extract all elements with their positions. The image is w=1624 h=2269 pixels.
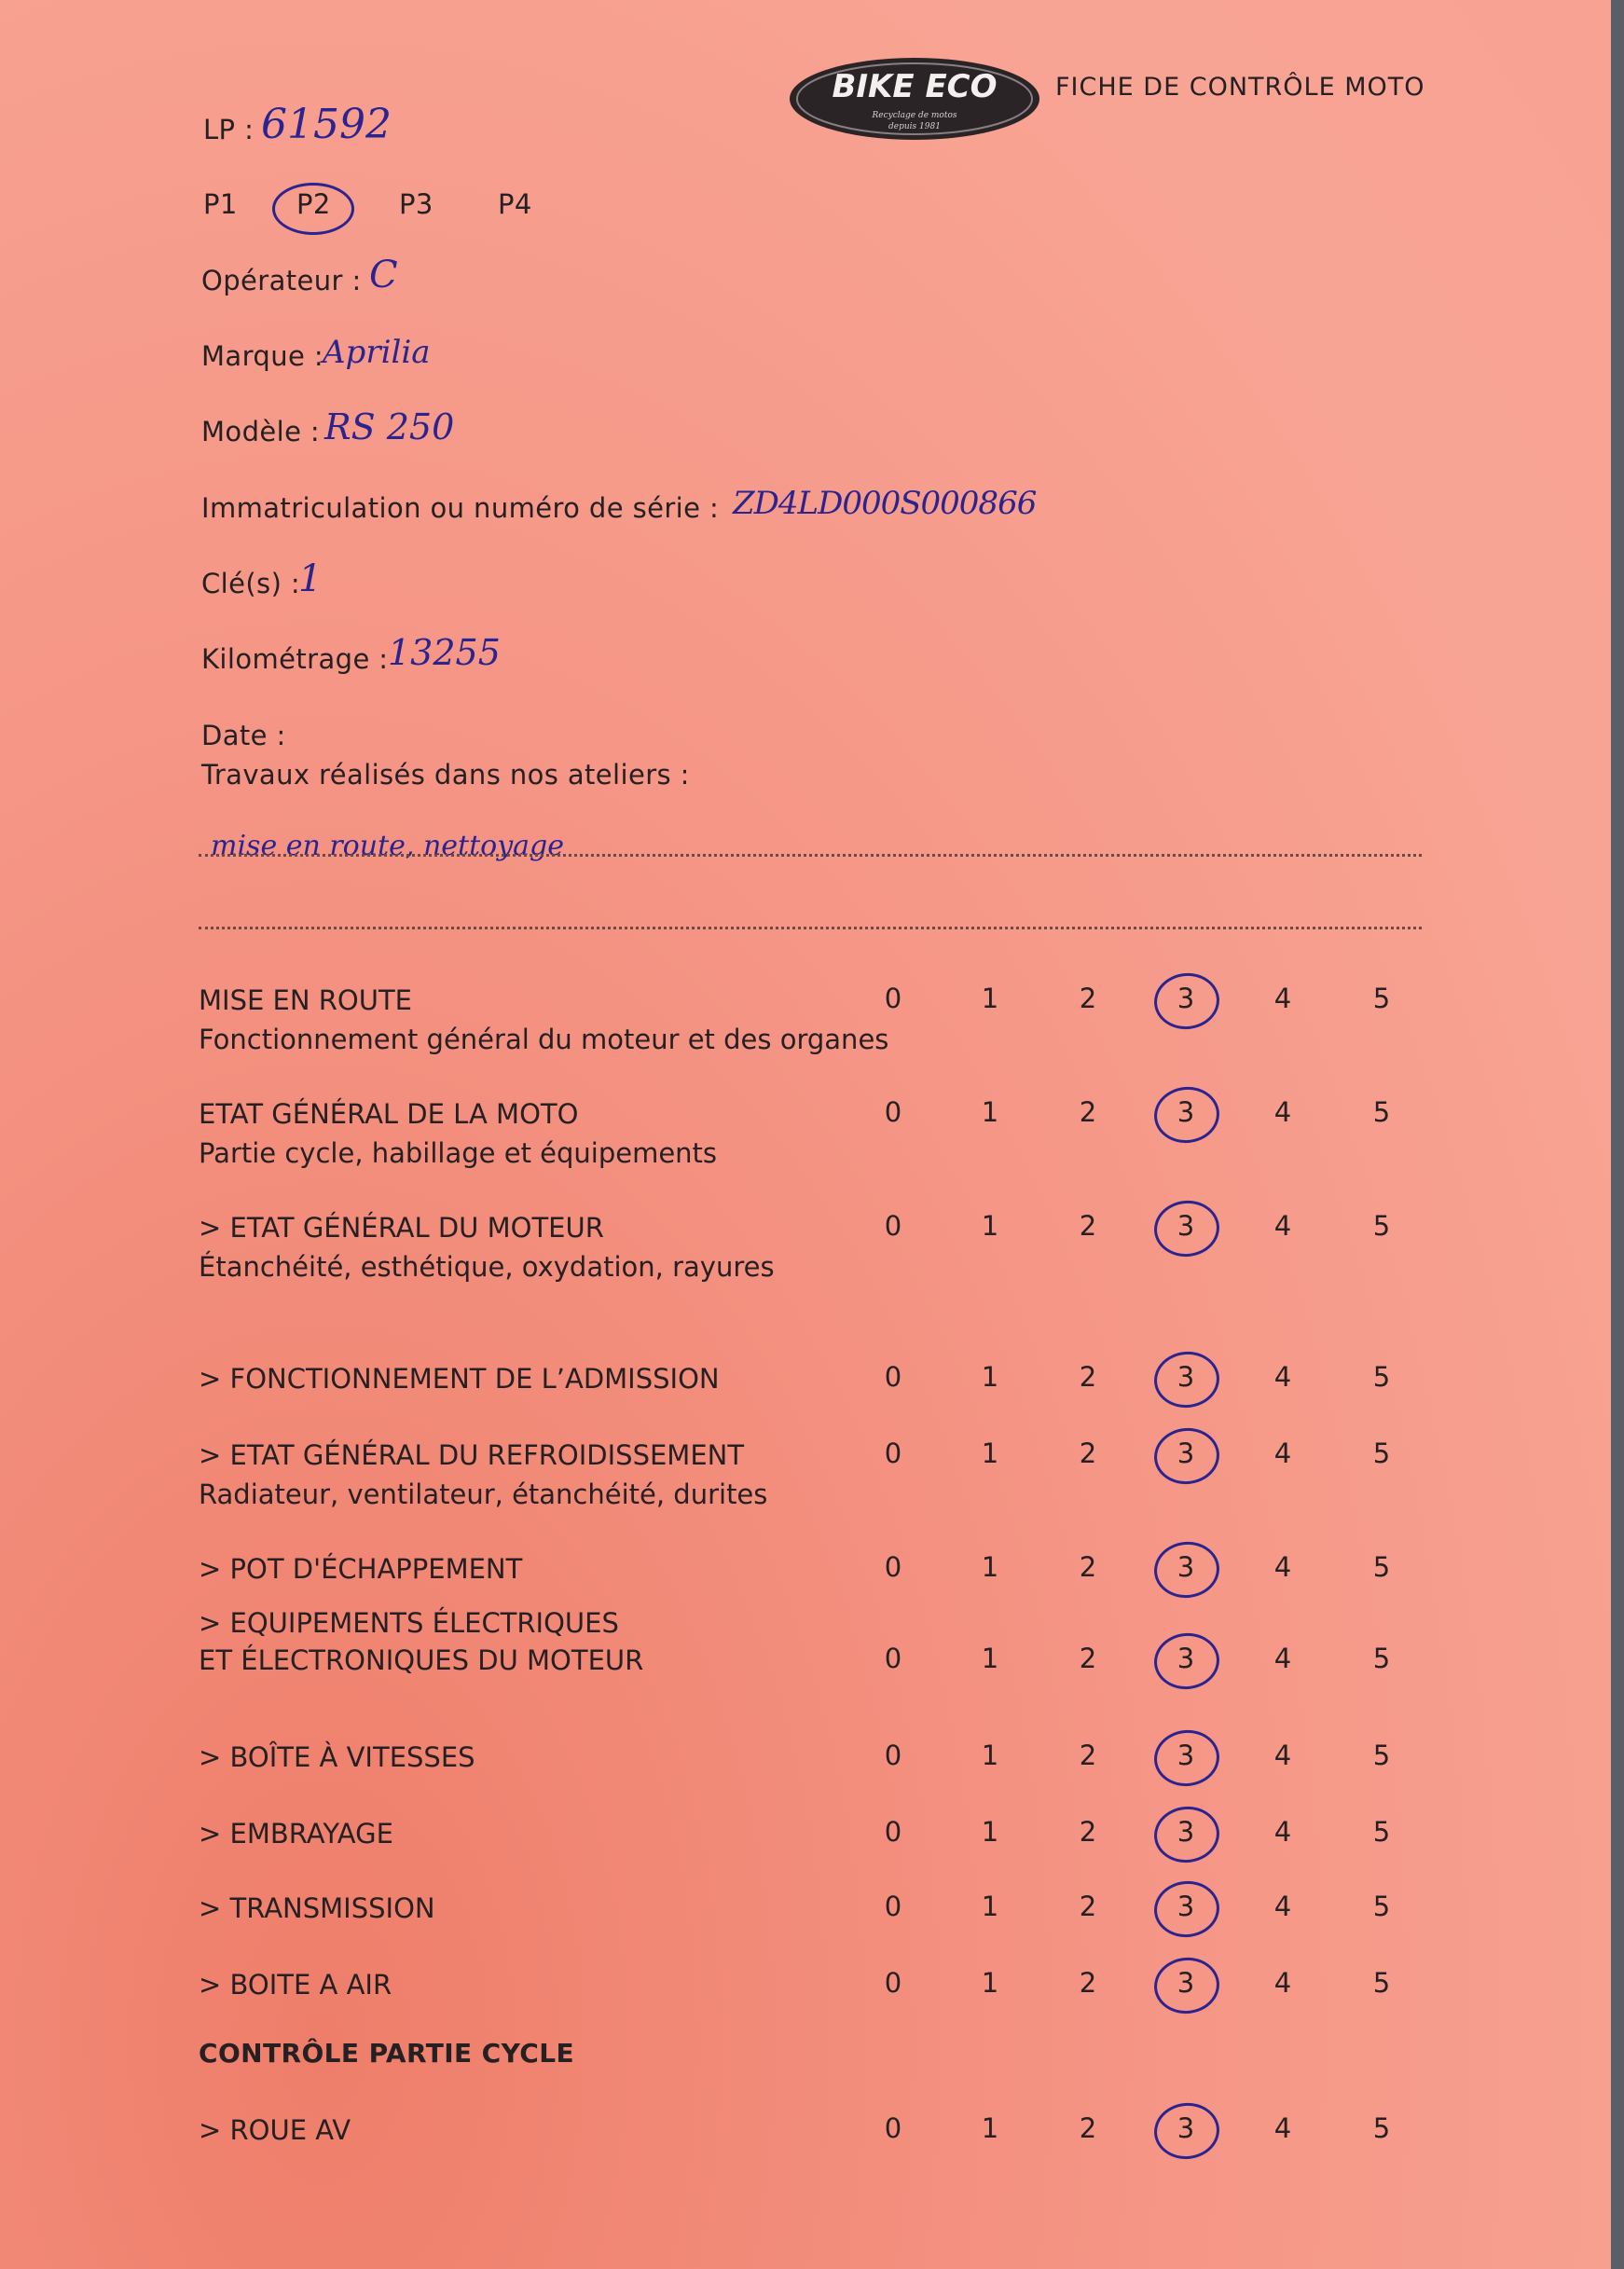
- check-score-0[interactable]: 0: [884, 1437, 902, 1469]
- check-score-4[interactable]: 4: [1273, 1437, 1292, 1469]
- check-score-4[interactable]: 4: [1273, 1740, 1292, 1771]
- check-score-3[interactable]: 3: [1167, 983, 1204, 1014]
- date-label: Date :: [201, 720, 286, 751]
- check-score-0[interactable]: 0: [884, 1210, 902, 1242]
- check-score-2[interactable]: 2: [1079, 1967, 1097, 1999]
- check-title: > BOITE A AIR: [199, 1969, 392, 2001]
- check-score-1[interactable]: 1: [981, 1643, 999, 1674]
- check-score-0[interactable]: 0: [884, 1096, 902, 1128]
- check-score-1[interactable]: 1: [981, 983, 999, 1014]
- operateur-label: Opérateur :: [201, 265, 362, 296]
- check-score-2[interactable]: 2: [1079, 1096, 1097, 1128]
- check-score-5[interactable]: 5: [1372, 1361, 1391, 1393]
- check-title: > BOÎTE À VITESSES: [199, 1741, 475, 1773]
- check-score-2[interactable]: 2: [1079, 1437, 1097, 1469]
- check-score-5[interactable]: 5: [1372, 983, 1391, 1014]
- check-score-4[interactable]: 4: [1273, 983, 1292, 1014]
- check-score-1[interactable]: 1: [981, 1096, 999, 1128]
- travaux-line-2: [199, 927, 1422, 929]
- check-score-4[interactable]: 4: [1273, 1210, 1292, 1242]
- cycle-check-title: > ROUE AV: [199, 2114, 351, 2146]
- position-option-p3[interactable]: P3: [399, 188, 434, 220]
- check-score-2[interactable]: 2: [1079, 1551, 1097, 1583]
- check-score-4[interactable]: 4: [1273, 1891, 1292, 1922]
- check-title: ETAT GÉNÉRAL DE LA MOTO: [199, 1098, 579, 1130]
- check-score-4[interactable]: 4: [1273, 1643, 1292, 1674]
- check-score-3[interactable]: 3: [1167, 1361, 1204, 1393]
- svg-text:depuis 1981: depuis 1981: [888, 122, 941, 131]
- operateur-value[interactable]: C: [369, 254, 398, 296]
- check-score-5[interactable]: 5: [1372, 1210, 1391, 1242]
- marque-label: Marque :: [201, 340, 324, 372]
- check-score-5[interactable]: 5: [1372, 1437, 1391, 1469]
- check-score-4[interactable]: 4: [1273, 1551, 1292, 1583]
- check-score-4[interactable]: 4: [1273, 1816, 1292, 1848]
- check-score-1[interactable]: 1: [981, 1816, 999, 1848]
- svg-text:Recyclage de motos: Recyclage de motos: [872, 111, 957, 120]
- check-score-3[interactable]: 3: [1167, 1891, 1204, 1922]
- check-score-2[interactable]: 2: [1079, 1891, 1097, 1922]
- check-score-3[interactable]: 3: [1167, 1740, 1204, 1771]
- check-title: > EQUIPEMENTS ÉLECTRIQUES: [199, 1607, 619, 1639]
- travaux-line-1: [199, 854, 1422, 857]
- lp-value[interactable]: 61592: [261, 101, 392, 148]
- position-option-p4[interactable]: P4: [498, 188, 532, 220]
- position-option-p2[interactable]: P2: [296, 188, 331, 220]
- selected-position-circle: [272, 183, 354, 235]
- check-score-5[interactable]: 5: [1372, 1816, 1391, 1848]
- check-score-3[interactable]: 3: [1167, 1210, 1204, 1242]
- check-score-3[interactable]: 3: [1167, 1096, 1204, 1128]
- position-option-p1[interactable]: P1: [203, 188, 238, 220]
- check-score-5[interactable]: 5: [1372, 1096, 1391, 1128]
- cycle-check-score-0[interactable]: 0: [884, 2112, 902, 2144]
- check-score-0[interactable]: 0: [884, 1740, 902, 1771]
- check-title: > FONCTIONNEMENT DE L’ADMISSION: [199, 1363, 720, 1395]
- check-score-5[interactable]: 5: [1372, 1740, 1391, 1771]
- check-score-0[interactable]: 0: [884, 1816, 902, 1848]
- check-title: > ETAT GÉNÉRAL DU MOTEUR: [199, 1212, 604, 1244]
- section-title-partie-cycle: CONTRÔLE PARTIE CYCLE: [199, 2038, 575, 2069]
- immatriculation-label: Immatriculation ou numéro de série :: [201, 492, 720, 524]
- check-score-5[interactable]: 5: [1372, 1967, 1391, 1999]
- modele-label: Modèle :: [201, 416, 321, 447]
- check-score-2[interactable]: 2: [1079, 983, 1097, 1014]
- modele-value[interactable]: RS 250: [324, 406, 455, 447]
- check-title: > ETAT GÉNÉRAL DU REFROIDISSEMENT: [199, 1439, 745, 1471]
- immatriculation-value[interactable]: ZD4LD000S000866: [733, 485, 1037, 522]
- check-score-1[interactable]: 1: [981, 1740, 999, 1771]
- lp-label: LP :: [203, 114, 255, 145]
- check-score-3[interactable]: 3: [1167, 1437, 1204, 1469]
- check-score-5[interactable]: 5: [1372, 1551, 1391, 1583]
- check-score-4[interactable]: 4: [1273, 1096, 1292, 1128]
- cles-label: Clé(s) :: [201, 568, 301, 599]
- check-score-0[interactable]: 0: [884, 1643, 902, 1674]
- check-score-3[interactable]: 3: [1167, 1551, 1204, 1583]
- check-score-2[interactable]: 2: [1079, 1361, 1097, 1393]
- check-subtitle: Radiateur, ventilateur, étanchéité, durites: [199, 1478, 768, 1510]
- check-score-1[interactable]: 1: [981, 1551, 999, 1583]
- check-score-1[interactable]: 1: [981, 1437, 999, 1469]
- check-score-1[interactable]: 1: [981, 1891, 999, 1922]
- check-title: MISE EN ROUTE: [199, 984, 412, 1016]
- logo-brand: BIKE ECO: [832, 68, 998, 105]
- check-score-2[interactable]: 2: [1079, 1210, 1097, 1242]
- bike-eco-logo: [788, 56, 1041, 142]
- document-title: FICHE DE CONTRÔLE MOTO: [1055, 73, 1425, 102]
- check-score-0[interactable]: 0: [884, 1551, 902, 1583]
- check-score-0[interactable]: 0: [884, 983, 902, 1014]
- check-score-3[interactable]: 3: [1167, 1967, 1204, 1999]
- travaux-value[interactable]: mise en route, nettoyage: [211, 830, 564, 862]
- kilometrage-value[interactable]: 13255: [388, 632, 501, 673]
- check-score-4[interactable]: 4: [1273, 1361, 1292, 1393]
- check-score-4[interactable]: 4: [1273, 1967, 1292, 1999]
- check-score-0[interactable]: 0: [884, 1361, 902, 1393]
- cycle-check-score-4[interactable]: 4: [1273, 2112, 1292, 2144]
- kilometrage-label: Kilométrage :: [201, 643, 389, 675]
- check-subtitle: Partie cycle, habillage et équipements: [199, 1137, 718, 1169]
- cles-value[interactable]: 1: [298, 557, 323, 600]
- check-score-5[interactable]: 5: [1372, 1891, 1391, 1922]
- check-score-2[interactable]: 2: [1079, 1816, 1097, 1848]
- check-subtitle: Fonctionnement général du moteur et des organes: [199, 1024, 889, 1055]
- cycle-check-score-5[interactable]: 5: [1372, 2112, 1391, 2144]
- cycle-check-score-1[interactable]: 1: [981, 2112, 999, 2144]
- check-score-1[interactable]: 1: [981, 1210, 999, 1242]
- check-subtitle: ET ÉLECTRONIQUES DU MOTEUR: [199, 1644, 644, 1676]
- check-score-5[interactable]: 5: [1372, 1643, 1391, 1674]
- check-score-2[interactable]: 2: [1079, 1643, 1097, 1674]
- marque-value[interactable]: Aprilia: [323, 334, 431, 371]
- check-title: > EMBRAYAGE: [199, 1818, 393, 1850]
- check-title: > TRANSMISSION: [199, 1892, 435, 1924]
- check-score-1[interactable]: 1: [981, 1361, 999, 1393]
- check-score-2[interactable]: 2: [1079, 1740, 1097, 1771]
- cycle-check-score-2[interactable]: 2: [1079, 2112, 1097, 2144]
- check-subtitle: Étanchéité, esthétique, oxydation, rayures: [199, 1251, 775, 1283]
- check-score-1[interactable]: 1: [981, 1967, 999, 1999]
- travaux-label: Travaux réalisés dans nos ateliers :: [201, 759, 690, 791]
- cycle-check-score-3[interactable]: 3: [1167, 2112, 1204, 2144]
- check-score-0[interactable]: 0: [884, 1967, 902, 1999]
- check-score-3[interactable]: 3: [1167, 1816, 1204, 1848]
- check-score-3[interactable]: 3: [1167, 1643, 1204, 1674]
- check-score-0[interactable]: 0: [884, 1891, 902, 1922]
- check-title: > POT D'ÉCHAPPEMENT: [199, 1553, 523, 1585]
